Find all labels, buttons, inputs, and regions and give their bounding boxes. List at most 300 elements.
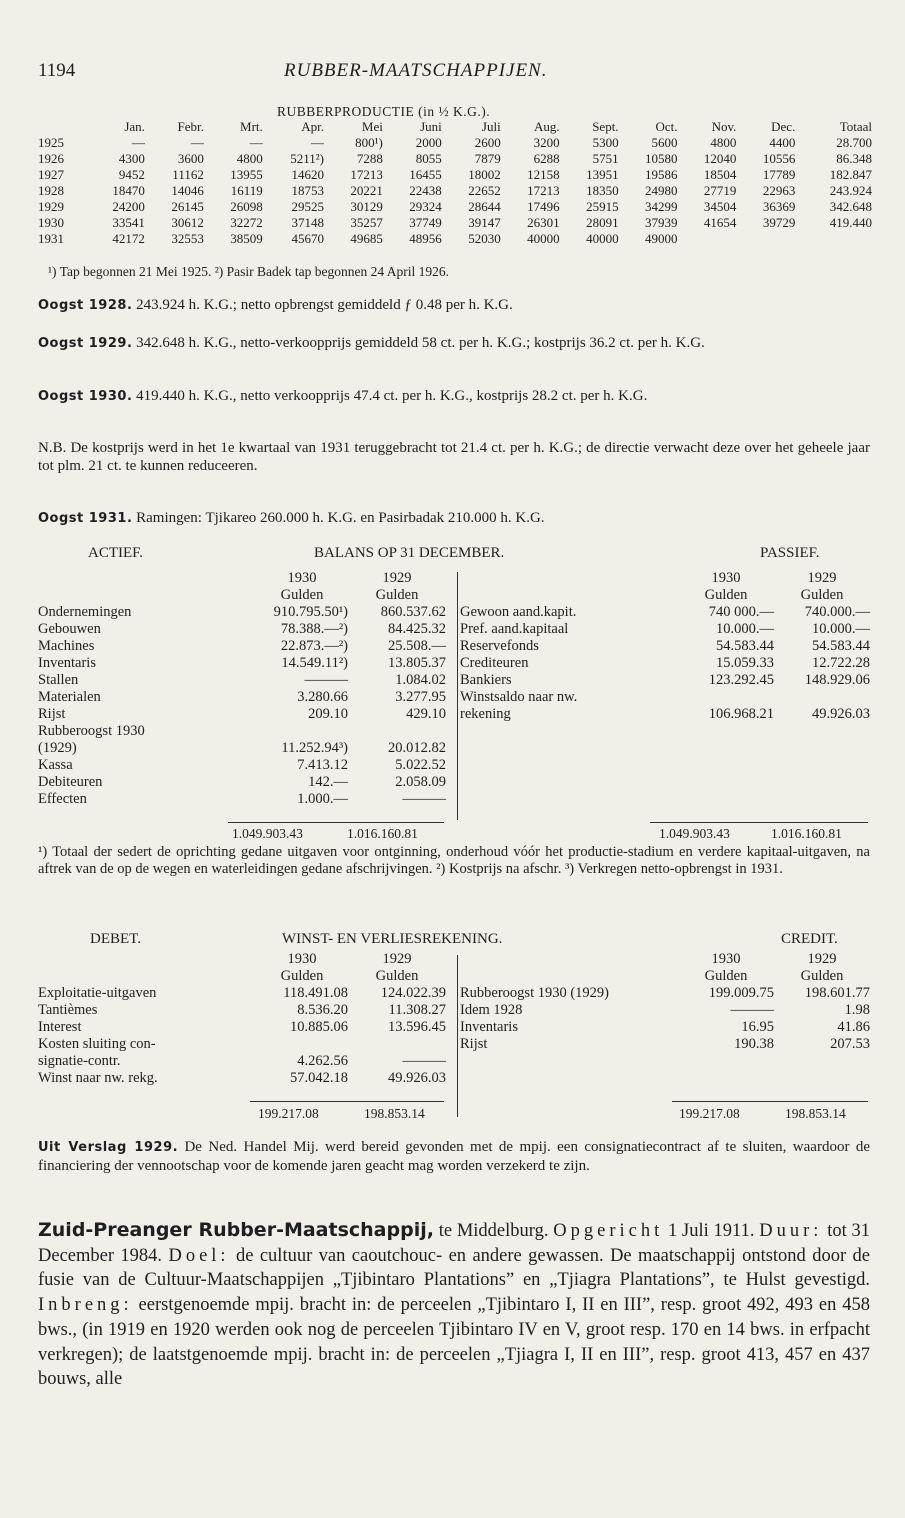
production-cell: 28.700 (836, 135, 872, 150)
production-cell: 49685 (350, 231, 383, 246)
pl-total-rule (250, 1101, 444, 1102)
row-label: Materialen (38, 689, 101, 705)
production-cell: — (249, 135, 263, 150)
asset-row (38, 706, 446, 723)
company-text: te Middelburg. (433, 1221, 554, 1241)
production-cell: 16119 (230, 183, 263, 198)
production-col-header: Mrt. (240, 119, 263, 134)
production-cell: 7879 (474, 151, 501, 166)
value-1930: 22.873.—²) (280, 638, 348, 654)
credit-row (460, 1019, 870, 1036)
production-col-header: Dec. (771, 119, 796, 134)
value-1929: 148.929.06 (804, 672, 870, 688)
row-label: Kosten sluiting con- (38, 1036, 156, 1052)
company-paragraph (38, 1218, 870, 1392)
year-1930: 1930 (287, 570, 317, 586)
harvest-label: Oogst 1931. (38, 511, 133, 526)
production-cell: 5751 (592, 151, 619, 166)
liability-row (460, 672, 870, 689)
row-label: rekening (460, 706, 511, 722)
value-1930: 14.549.11²) (281, 655, 348, 671)
production-cell: 34504 (703, 199, 737, 214)
credit-row (460, 985, 870, 1002)
row-label: Rijst (460, 1036, 488, 1052)
production-cell: 35257 (350, 215, 383, 230)
value-1930: 54.583.44 (716, 638, 774, 654)
balance-footnote: ¹) Totaal der sedert de oprichting gedane uitgaven voor ontginning, onderhoud vóór het productie-stadium en verdere kapitaal-uitgaven, na aftrek van de op de wegen en waterleidingen gedane afschrijvingen. ²) Kostprijs na afschr. ³) Verkregen netto-opbrengst in 1931. (38, 844, 870, 877)
value-1930: 209.10 (308, 706, 348, 722)
production-cell: 33541 (112, 215, 145, 230)
production-cell: 29525 (291, 199, 324, 214)
value-1930: 740 000.— (708, 604, 774, 620)
production-row (38, 151, 872, 167)
value-1930: 190.38 (734, 1036, 774, 1052)
production-cell: 28644 (468, 199, 501, 214)
production-year: 1930 (38, 215, 64, 230)
production-col-header: Juni (420, 119, 442, 134)
company-text: de cultuur van caoutchouc- en andere gewassen. De maatschappij ontstond door de fusie van de Cultuur-Maatschappijen „Tjibintaro Plantations” en „Tjiagra Plantations”, te Hulst gevestigd. (38, 1245, 870, 1291)
value-1930: ——— (304, 672, 348, 688)
asset-row (38, 672, 446, 689)
value-1929: 740.000.— (804, 604, 870, 620)
value-1929: 12.722.28 (812, 655, 870, 671)
production-row (38, 167, 872, 183)
production-cell: 34299 (644, 199, 678, 214)
production-header-row (38, 119, 872, 135)
value-1930: 1.000.— (297, 791, 348, 807)
production-cell (736, 231, 795, 247)
year-1929: 1929 (807, 570, 837, 586)
pl-total-1929: 198.853.14 (785, 1106, 846, 1121)
value-1930: ——— (730, 1002, 774, 1018)
production-cell: 17213 (350, 167, 383, 182)
value-1929 (348, 723, 446, 740)
value-1929: 20.012.82 (388, 740, 446, 756)
row-label: Inventaris (460, 1019, 518, 1035)
production-cell: 3600 (177, 151, 204, 166)
production-cell: 37939 (644, 215, 678, 230)
production-cell: 18350 (586, 183, 619, 198)
production-col-header: Febr. (177, 119, 204, 134)
production-year: 1928 (38, 183, 64, 198)
balance-total-rule (650, 822, 868, 823)
unit: Gulden (800, 587, 844, 603)
row-label: Winst naar nw. rekg. (38, 1070, 158, 1086)
production-cell: 2600 (474, 135, 501, 150)
production-cell: 39729 (762, 215, 796, 230)
production-cell: 17789 (762, 167, 796, 182)
harvest-text: 342.648 h. K.G., netto-verkoopprijs gemiddeld 58 ct. per h. K.G.; kostprijs 36.2 ct. per h. K.G. (132, 335, 705, 351)
production-cell: 37749 (409, 215, 442, 230)
row-label: Reservefonds (460, 638, 539, 654)
production-cell: 26301 (527, 215, 560, 230)
value-1929: 25.508.— (388, 638, 446, 654)
pl-credit-table (460, 951, 870, 1053)
company-text: eerstgenoemde mpij. bracht in: de perceelen „Tjibintaro I, II en III”, resp. groot 492, 493 en 458 bws., (in 1919 en 1920 werden ook nog de perceelen Tjibintaro IV en V, groot resp. 170 en 14 bws. in erfpacht verkregen); de laatstgenoemde mpij. bracht in: de perceelen „Tjiagra I, II en III”, resp. groot 413, 457 en 437 bouws, alle (38, 1295, 870, 1390)
value-1929: ——— (402, 1053, 446, 1069)
balance-liabilities-table (460, 570, 870, 723)
row-label: Winstsaldo naar nw. (460, 689, 578, 705)
production-year: 1926 (38, 151, 64, 166)
production-cell: 49000 (644, 231, 678, 246)
production-cell: 36369 (762, 199, 796, 214)
asset-row (38, 757, 446, 774)
unit: Gulden (800, 968, 844, 984)
production-col-header: Aug. (534, 119, 560, 134)
production-cell: 30129 (350, 199, 383, 214)
value-1929: 13.805.37 (388, 655, 446, 671)
production-cell: 40000 (527, 231, 560, 246)
value-1929 (348, 1036, 446, 1053)
production-row (38, 231, 872, 247)
value-1930 (256, 1036, 348, 1053)
production-row (38, 215, 872, 231)
production-row (38, 199, 872, 215)
row-label: Crediteuren (460, 655, 529, 671)
liability-row (460, 655, 870, 672)
harvest-1928 (38, 296, 870, 315)
year-1930: 1930 (287, 951, 317, 967)
report-text: De Ned. Handel Mij. werd bereid gevonden met de mpij. een consignatiecontract af te sluiten, waardoor de financiering der vennootschap voor de komende jaren geacht mag worden verzekerd te zijn. (38, 1139, 871, 1174)
nb-paragraph: N.B. De kostprijs werd in het 1e kwartaal van 1931 teruggebracht tot 21.4 ct. per h. K.G.; de directie verwacht deze over het geheele jaar tot plm. 21 ct. te kunnen reduceeren. (38, 440, 870, 474)
production-cell: 4800 (236, 151, 263, 166)
production-cell: 5211²) (290, 151, 324, 166)
production-col-header: Mei (361, 119, 383, 134)
harvest-1929 (38, 334, 870, 353)
year-1930: 1930 (711, 570, 741, 586)
row-label: Exploitatie-uitgaven (38, 985, 157, 1001)
row-label: Debiteuren (38, 774, 103, 790)
production-cell: 14046 (171, 183, 204, 198)
production-cell: 37148 (291, 215, 324, 230)
value-1929: 1.084.02 (395, 672, 446, 688)
production-cell (795, 231, 872, 247)
production-cell: 24200 (112, 199, 145, 214)
pl-total-1930: 199.217.08 (679, 1106, 740, 1121)
row-label: Rubberoogst 1930 (1929) (460, 985, 610, 1001)
unit: Gulden (375, 968, 419, 984)
asset-row (38, 723, 446, 740)
liability-row (460, 604, 870, 621)
production-cell: 25915 (586, 199, 619, 214)
company-name: Zuid-Preanger Rubber-Maatschappij, (38, 1219, 434, 1241)
keyword-doel: Doel: (168, 1245, 230, 1266)
liability-row (460, 689, 870, 706)
value-1930: 118.491.08 (283, 985, 348, 1001)
production-table (38, 119, 872, 247)
row-label: Interest (38, 1019, 82, 1035)
production-col-header: Juli (481, 119, 501, 134)
harvest-text: 419.440 h. K.G., netto verkoopprijs 47.4 ct. per h. K.G., kostprijs 28.2 ct. per h. K.G. (132, 388, 648, 404)
debit-row (38, 1036, 446, 1053)
production-cell: — (131, 135, 145, 150)
pl-title: WINST- EN VERLIESREKENING. (282, 931, 503, 947)
production-cell: 26098 (230, 199, 263, 214)
pl-debet-head: DEBET. (90, 931, 141, 947)
asset-row (38, 604, 446, 621)
production-col-header: Jan. (124, 119, 145, 134)
report-label: Uit Verslag 1929. (38, 1140, 179, 1155)
value-1929: 13.596.45 (388, 1019, 446, 1035)
value-1930 (678, 689, 774, 706)
production-col-header: Totaal (839, 119, 872, 134)
value-1930 (256, 723, 348, 740)
value-1930: 3.280.66 (297, 689, 348, 705)
balance-total-1929: 1.016.160.81 (347, 826, 418, 841)
harvest-text: 243.924 h. K.G.; netto opbrengst gemiddeld ƒ 0.48 per h. K.G. (132, 297, 513, 313)
production-cell: 182.847 (829, 167, 872, 182)
production-cell: 28091 (586, 215, 619, 230)
row-label: Gewoon aand.kapit. (460, 604, 577, 620)
harvest-label: Oogst 1928. (38, 298, 133, 313)
production-cell (677, 231, 736, 247)
production-cell: 10580 (644, 151, 678, 166)
production-cell: 342.648 (829, 199, 872, 214)
row-label: Rijst (38, 706, 66, 722)
production-cell: 48956 (409, 231, 442, 246)
production-cell: 2000 (415, 135, 442, 150)
production-cell: 45670 (291, 231, 324, 246)
production-cell: 39147 (468, 215, 501, 230)
value-1929: 124.022.39 (380, 985, 446, 1001)
row-label: Inventaris (38, 655, 96, 671)
balance-assets-table (38, 570, 446, 808)
production-cell: 24980 (644, 183, 678, 198)
value-1929: 2.058.09 (395, 774, 446, 790)
production-cell: 9452 (118, 167, 145, 182)
unit: Gulden (704, 587, 748, 603)
company-text: 1 Juli 1911. (663, 1221, 760, 1241)
asset-row (38, 621, 446, 638)
harvest-1930 (38, 387, 870, 406)
debit-row (38, 1070, 446, 1087)
credit-row (460, 1036, 870, 1053)
pl-divider (457, 955, 458, 1117)
value-1930: 142.— (308, 774, 348, 790)
production-cell: 38509 (230, 231, 263, 246)
row-label: (1929) (38, 740, 77, 756)
unit: Gulden (280, 968, 324, 984)
production-cell: 419.440 (829, 215, 872, 230)
year-1929: 1929 (382, 570, 412, 586)
value-1930: 123.292.45 (708, 672, 774, 688)
production-cell: 27719 (703, 183, 737, 198)
production-cell: 6288 (533, 151, 560, 166)
report-paragraph (38, 1138, 870, 1175)
value-1930: 10.000.— (716, 621, 774, 637)
value-1929: 5.022.52 (395, 757, 446, 773)
asset-row (38, 638, 446, 655)
value-1930: 106.968.21 (708, 706, 774, 722)
value-1930: 10.885.06 (290, 1019, 348, 1035)
balance-actief-head: ACTIEF. (88, 545, 144, 561)
liability-row (460, 706, 870, 723)
page-number: 1194 (38, 60, 76, 81)
harvest-1931 (38, 509, 870, 528)
row-label: Gebouwen (38, 621, 101, 637)
production-cell: 19586 (644, 167, 678, 182)
balance-title: BALANS OP 31 DECEMBER. (314, 545, 505, 561)
production-cell: 12040 (703, 151, 737, 166)
year-1929: 1929 (382, 951, 412, 967)
running-title: RUBBER-MAATSCHAPPIJEN. (284, 60, 548, 81)
production-year: 1929 (38, 199, 64, 214)
row-label: Stallen (38, 672, 79, 688)
pl-credit-head: CREDIT. (781, 931, 838, 947)
value-1930: 11.252.94³) (281, 740, 348, 756)
production-cell: 13951 (586, 167, 619, 182)
value-1929: 198.601.77 (804, 985, 870, 1001)
production-cell: 18504 (703, 167, 737, 182)
row-label: Effecten (38, 791, 87, 807)
production-year: 1931 (38, 231, 64, 246)
harvest-label: Oogst 1929. (38, 336, 133, 351)
asset-row (38, 791, 446, 808)
value-1929: 3.277.95 (395, 689, 446, 705)
production-col-header: Apr. (301, 119, 324, 134)
row-label: Tantièmes (38, 1002, 98, 1018)
row-label: Ondernemingen (38, 604, 132, 620)
production-cell: 10556 (762, 151, 796, 166)
production-cell: 8055 (415, 151, 442, 166)
value-1929: 10.000.— (812, 621, 870, 637)
value-1929: 860.537.62 (380, 604, 446, 620)
production-cell: — (190, 135, 204, 150)
balance-divider (457, 572, 458, 820)
harvest-label: Oogst 1930. (38, 389, 133, 404)
production-year: 1927 (38, 167, 64, 182)
unit: Gulden (375, 587, 419, 603)
production-cell: 86.348 (836, 151, 872, 166)
value-1930: 910.795.50¹) (273, 604, 348, 620)
row-label: signatie-contr. (38, 1053, 121, 1069)
production-row (38, 135, 872, 151)
production-cell: 18470 (112, 183, 145, 198)
value-1929 (774, 689, 870, 706)
debit-row (38, 1019, 446, 1036)
value-1929: 54.583.44 (812, 638, 870, 654)
row-label: Bankiers (460, 672, 512, 688)
value-1929: 41.86 (837, 1019, 870, 1035)
value-1930: 78.388.—²) (280, 621, 348, 637)
production-cell: 16455 (409, 167, 442, 182)
keyword-inbreng: Inbreng: (38, 1295, 133, 1316)
production-cell: — (310, 135, 324, 150)
production-col-header: Sept. (592, 119, 619, 134)
value-1930: 57.042.18 (290, 1070, 348, 1086)
year-1929: 1929 (807, 951, 837, 967)
keyword-opgericht: Opgericht (553, 1221, 664, 1241)
row-label: Pref. aand.kapitaal (460, 621, 569, 637)
production-cell: 800¹) (355, 135, 383, 150)
production-cell: 22438 (409, 183, 442, 198)
production-year: 1925 (38, 135, 64, 150)
production-cell: 4800 (710, 135, 737, 150)
value-1930: 8.536.20 (297, 1002, 348, 1018)
value-1930: 199.009.75 (708, 985, 774, 1001)
production-cell: 32553 (171, 231, 204, 246)
liability-row (460, 621, 870, 638)
row-label: Kassa (38, 757, 73, 773)
value-1930: 16.95 (741, 1019, 774, 1035)
debit-row (38, 985, 446, 1002)
asset-row (38, 740, 446, 757)
production-cell: 12158 (527, 167, 560, 182)
unit: Gulden (704, 968, 748, 984)
production-cell: 4300 (118, 151, 145, 166)
production-cell: 18002 (468, 167, 501, 182)
production-col-header: Nov. (711, 119, 737, 134)
row-label: Machines (38, 638, 95, 654)
value-1930: 7.413.12 (297, 757, 348, 773)
value-1930: 4.262.56 (297, 1053, 348, 1069)
value-1929: 207.53 (830, 1036, 870, 1052)
keyword-duur: Duur: (759, 1221, 823, 1241)
debit-row (38, 1002, 446, 1019)
pl-total-1930: 199.217.08 (258, 1106, 319, 1121)
unit: Gulden (280, 587, 324, 603)
pl-debit-table (38, 951, 446, 1087)
production-cell: 17213 (527, 183, 560, 198)
value-1929: 49.926.03 (812, 706, 870, 722)
production-cell: 243.924 (829, 183, 872, 198)
balance-total-1929: 1.016.160.81 (771, 826, 842, 841)
company-text: tot 31 December 1984. (38, 1221, 870, 1266)
liability-row (460, 638, 870, 655)
production-col-header: Oct. (655, 119, 678, 134)
production-cell: 7288 (356, 151, 383, 166)
production-cell: 22652 (468, 183, 501, 198)
production-cell: 13955 (230, 167, 263, 182)
value-1929: 1.98 (844, 1002, 870, 1018)
production-cell: 42172 (112, 231, 145, 246)
balance-total-1930: 1.049.903.43 (659, 826, 730, 841)
value-1930: 15.059.33 (716, 655, 774, 671)
production-cell: 20221 (350, 183, 383, 198)
production-cell: 5600 (651, 135, 678, 150)
production-cell: 41654 (703, 215, 737, 230)
production-cell: 4400 (769, 135, 796, 150)
production-cell: 40000 (586, 231, 619, 246)
asset-row (38, 655, 446, 672)
production-row (38, 183, 872, 199)
production-cell: 14620 (291, 167, 324, 182)
balance-total-1930: 1.049.903.43 (232, 826, 303, 841)
production-cell: 17496 (527, 199, 560, 214)
value-1929: 429.10 (406, 706, 446, 722)
production-cell: 32272 (230, 215, 263, 230)
asset-row (38, 689, 446, 706)
production-cell: 22963 (762, 183, 796, 198)
balance-passief-head: PASSIEF. (760, 545, 820, 561)
production-cell: 5300 (592, 135, 619, 150)
production-cell: 30612 (171, 215, 204, 230)
credit-row (460, 1002, 870, 1019)
pl-total-1929: 198.853.14 (364, 1106, 425, 1121)
production-title: RUBBERPRODUCTIE (in ½ K.G.). (277, 104, 491, 119)
value-1929: ——— (402, 791, 446, 807)
production-cell: 29324 (409, 199, 442, 214)
pl-total-rule (672, 1101, 868, 1102)
value-1929: 49.926.03 (388, 1070, 446, 1086)
year-1930: 1930 (711, 951, 741, 967)
production-cell: 3200 (533, 135, 560, 150)
row-label: Idem 1928 (460, 1002, 523, 1018)
value-1929: 84.425.32 (388, 621, 446, 637)
row-label: Rubberoogst 1930 (38, 723, 145, 739)
harvest-text: Ramingen: Tjikareo 260.000 h. K.G. en Pasirbadak 210.000 h. K.G. (132, 510, 545, 526)
production-footnote: ¹) Tap begonnen 21 Mei 1925. ²) Pasir Badek tap begonnen 24 April 1926. (48, 264, 449, 279)
